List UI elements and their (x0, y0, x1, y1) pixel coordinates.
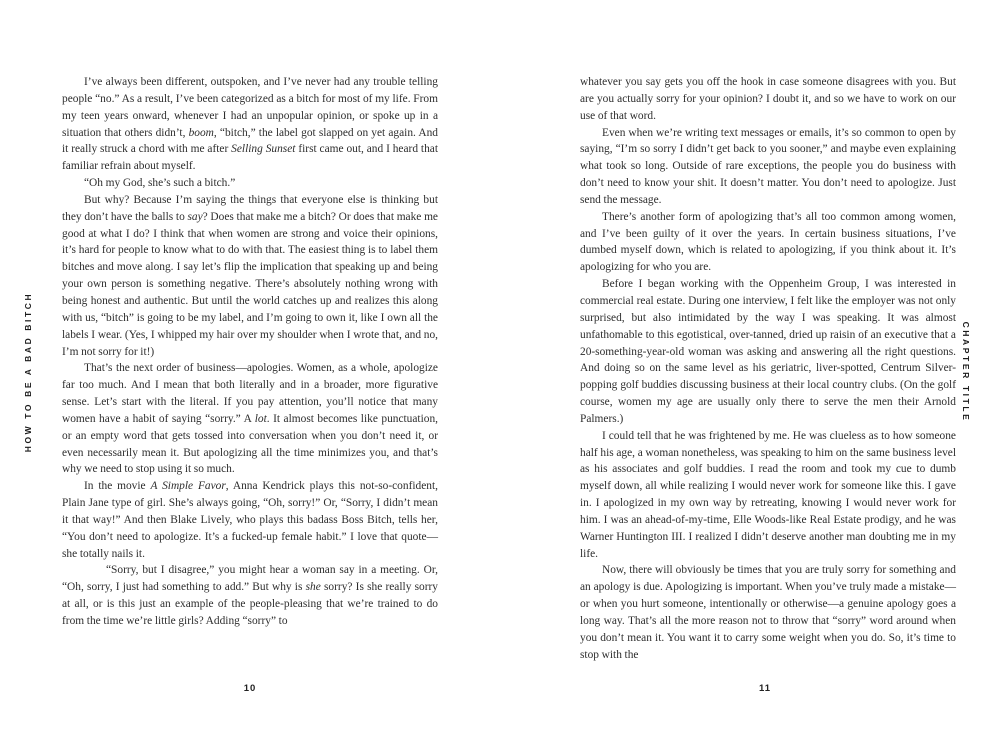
paragraph: I could tell that he was frightened by me. He was clueless as to how someone half his age, a woman nonetheless, was speaking to him on the same business level as his associates and golf buddies. I read the room and took my cue to dumb myself down, all while realizing I would never work for someone like this. I gave in. I apologized in my own way by retreating, knowing I would never work for him. I was an ahead-of-my-time, Elle Woods-like Real Estate prodigy, and he was Warner Huntington III. I realized I didn’t deserve another man doubting me in my life. (580, 429, 956, 560)
paragraph: “Oh my God, she’s such a bitch.” (84, 177, 236, 190)
page-number-right: 11 (758, 683, 772, 694)
paragraph: Before I began working with the Oppenheim Group, I was interested in commercial real estate. During one interview, I felt like the employer was not only surprised, but also intimidated by the way I was speaking. It was almost unfathomable to this egotistical, over-tanned, dried up raisin of an executive that a 20-something-year-old woman was asking and answering all the right questions. And doing so on the same level as his geriatric, liver-spotted, Centrum Silver-popping golf buddies discussing business at their local country clubs. (On the golf course, women my age are usually only there to serve the men their Arnold Palmers.) (580, 278, 956, 425)
paragraph: “Sorry, but I disagree,” you might hear a woman say in a meeting. Or, “Oh, sorry, I just had something to add.” But why is she sorry? Is she really sorry at all, or is this just an example of the people-pleasing that we’re trained to do from the time we’re little girls? Adding “sorry” to (62, 564, 438, 627)
page-right-text-column (580, 74, 956, 664)
paragraph: There’s another form of apologizing that’s all too common among women, and I’ve been guilty of it over the years. In certain business situations, I’ve dumbed myself down, which is related to apologizing, if you think about it. It’s apologizing for who you are. (580, 210, 956, 274)
paragraph: That’s the next order of business—apologies. Women, as a whole, apologize far too much. And I mean that both literally and in a broader, more figurative sense. Let’s start with the literal. If you pay attention, you’ll notice that many women have a habit of saying “sorry.” A lot. It almost becomes like punctuation, or an empty word that gets tossed into conversation when you don’t need it, or even necessarily mean it. But apologizing all the time minimizes you, and that’s why we need to stop using it so much. (62, 362, 438, 476)
page-number-left: 10 (243, 683, 257, 694)
paragraph: But why? Because I’m saying the things that everyone else is thinking but they don’t have the balls to say? Does that make me a bitch? Or does that make me good at what I do? I think that when women are strong and voice their opinions, it’s hard for people to know what to do with that. The easiest thing is to label them bitches and move along. I say let’s flip the implication that speaking up and being your own person is something negative. There’s absolutely nothing wrong with being honest and authentic. But until the world catches up and realizes this along with us, “bitch” is going to be my label, and I’m going to own it, like I own all the labels I wear. (Yes, I whipped my hair over my shoulder when I wrote that, and no, I’m not sorry for it!) (62, 193, 438, 358)
paragraph: whatever you say gets you off the hook in case someone disagrees with you. But are you actually sorry for your opinion? I doubt it, and so we have to work on our use of that word. (580, 76, 956, 122)
running-header-book-title: HOW TO BE A BAD BITCH (23, 291, 33, 453)
page-left-text-column (62, 74, 438, 630)
paragraph: Now, there will obviously be times that you are truly sorry for something and an apology is due. Apologizing is important. When you’ve truly made a mistake—or when you hurt someone, intentionally or otherwise—a genuine apology goes a long way. That’s all the more reason not to throw that “sorry” word around when you don’t mean it. You want it to carry some weight when you do. So, it’s time to stop with the (580, 564, 956, 661)
running-header-chapter-title: CHAPTER TITLE (961, 321, 971, 423)
paragraph: In the movie A Simple Favor, Anna Kendrick plays this not-so-confident, Plain Jane type of girl. She’s always going, “Oh, sorry!” Or, “Sorry, I didn’t mean it that way!” And then Blake Lively, who plays this badass Boss Bitch, tells her, “You don’t need to apologize. It’s a fucked-up female habit.” I love that quote—she totally nails it. (62, 480, 438, 560)
paragraph: Even when we’re writing text messages or emails, it’s so common to open by saying, “I’m so sorry I didn’t get back to you sooner,” and maybe even explaining what took so long. Outside of rare exceptions, the people you do business with don’t need to know your shit. It doesn’t matter. You don’t need to apologize. Just send the message. (580, 126, 956, 206)
paragraph: I’ve always been different, outspoken, and I’ve never had any trouble telling people “no.” As a result, I’ve been categorized as a bitch for most of my life. From my teen years onward, whenever I had an unpopular opinion, or spoke up in a situation that others didn’t, boom, “bitch,” the label got slapped on yet again. And it really struck a chord with me after Selling Sunset first came out, and I heard that familiar refrain about myself. (62, 76, 439, 173)
